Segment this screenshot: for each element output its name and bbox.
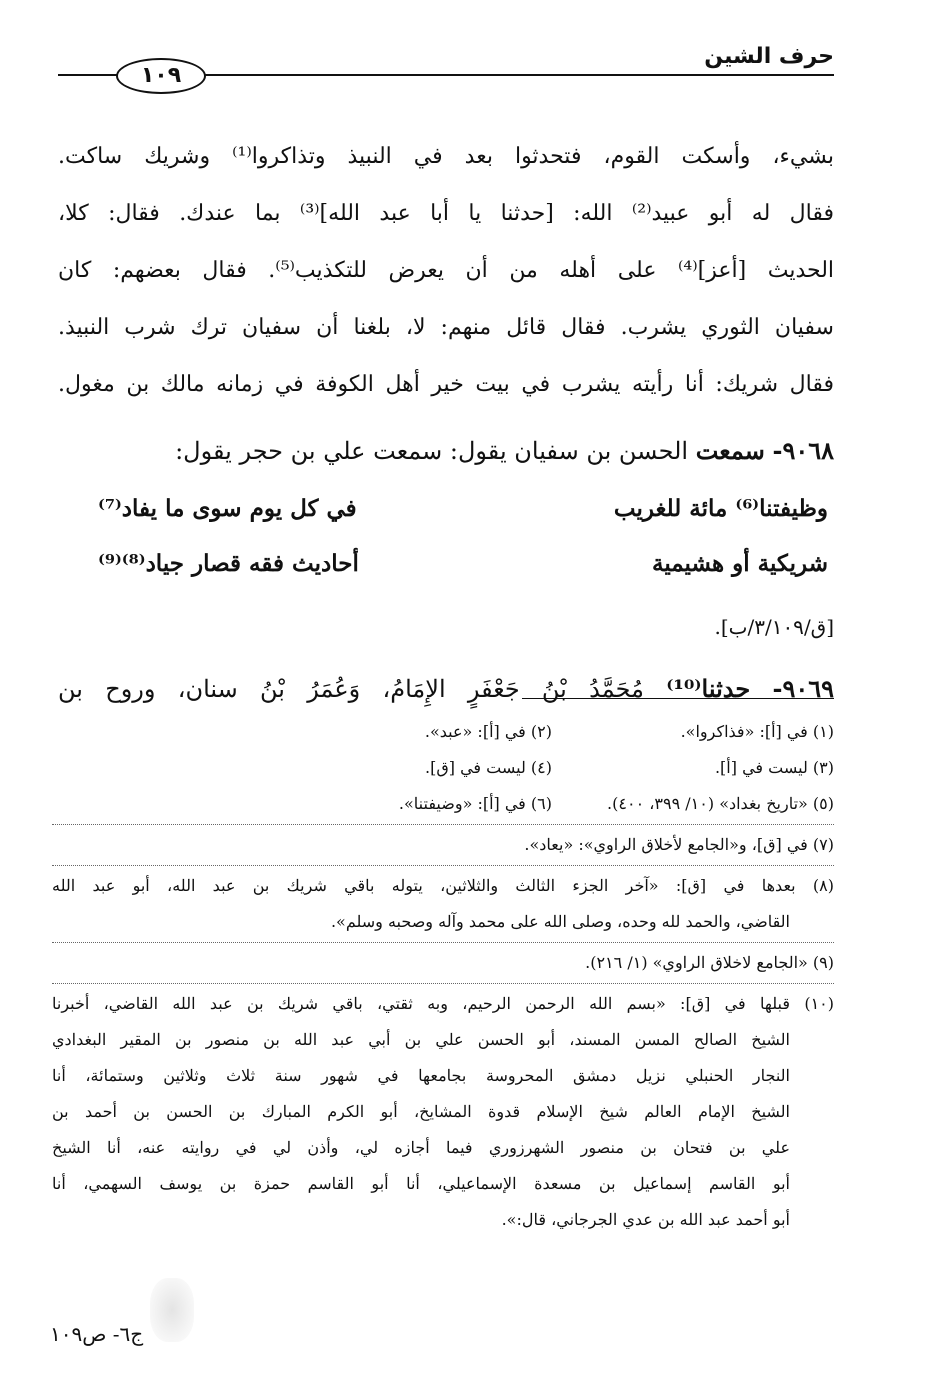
footnote-10-line-3: النجار الحنبلي نزيل دمشق المحروسة بجامعها في شهور سنة ثلاث وثلاثين وستمائة، أنا	[52, 1066, 790, 1085]
footnote-3: (٣) ليست في [أ].	[714, 758, 834, 777]
footnote-8-line-2: القاضي، والحمد لله وحده، وصلى الله على محمد وآله وصحبه وسلم».	[330, 912, 790, 931]
footnote-row	[52, 786, 834, 822]
footnote-1: (١) في [أ]: «فذاكروا».	[680, 722, 834, 741]
entry-number: ٩٠٦٨-	[772, 436, 834, 465]
entry-text: الحسن بن سفيان يقول: سمعت علي بن حجر يقول:	[175, 437, 689, 465]
verse-2-second-hemistich: أحاديث فقه قصار جياد⁽⁸⁾⁽⁹⁾	[98, 550, 359, 577]
entry-text: مُحَمَّدُ بْنُ جَعْفَرٍ الإِمَامُ، وَعُمَرُ بْنُ سنان، وروح بن	[58, 675, 644, 703]
running-header-title: حرف الشين	[704, 44, 834, 69]
footnote-4: (٤) ليست في [ق].	[425, 758, 552, 777]
entry-keyword: حدثنا⁽¹⁰⁾	[666, 674, 751, 703]
text-line-4: سفيان الثوري يشرب. فقال قائل منهم: لا، بلغنا أن سفيان ترك شرب النبيذ.	[58, 315, 834, 340]
text-line-5: فقال شريك: أنا رأيته يشرب في بيت خير أهل الكوفة في زمانه مالك بن مغول.	[58, 372, 834, 397]
footnote-10-line-5: علي بن فتحان بن منصور الشهرزوري فيما أجازه لي، وأذن لي في روايته عنه، أنا الشيخ	[52, 1138, 790, 1157]
page-number-badge: ١٠٩	[116, 58, 206, 94]
footnote-10-line-1: (١٠) قبلها في [ق]: «بسم الله الرحمن الرحيم، وبه ثقتي، باقي شريك بن عبد الله القاضي، أخبرنا	[52, 994, 834, 1013]
volume-page-signature: ج٦- ص١٠٩	[50, 1322, 144, 1346]
text-line-2: فقال له أبو عبيد⁽²⁾ الله: [حدثنا يا أبا عبد الله]⁽³⁾ بما عندك. فقال: كلا،	[58, 201, 834, 226]
footnote-row	[52, 750, 834, 786]
footnote-8-line-1: (٨) بعدها في [ق]: «آخر الجزء الثالث والثلاثين، يتوله باقي شريك بن عبد الله، أبو عبد الله	[52, 876, 834, 895]
footnote-divider	[52, 983, 834, 984]
hadith-entry-9069	[58, 659, 834, 719]
footnote-10-line-4: الشيخ الإمام العالم شيخ الإسلام قدوة المشايخ، أبو الكرم المبارك بن الحسن بن أحمد بن	[52, 1102, 790, 1121]
hadith-entry-9068	[58, 421, 834, 481]
footnote-5: (٥) «تاريخ بغداد» (١٠/ ٣٩٩، ٤٠٠).	[607, 794, 834, 813]
footnote-2: (٢) في [أ]: «عبد».	[424, 722, 552, 741]
footnote-7: (٧) في [ق]، و«الجامع لأخلاق الراوي»: «يعاد».	[524, 835, 834, 854]
footnote-row	[52, 714, 834, 750]
poem-verse-2	[58, 536, 834, 591]
footnote-6: (٦) في [أ]: «وضيفتنا».	[398, 794, 552, 813]
verse-1-first-hemistich: وظيفتنا⁽⁶⁾ مائة للغريب	[613, 495, 828, 522]
footnote-9: (٩) «الجامع لاخلاق الراوي» (١/ ٢١٦).	[585, 953, 834, 972]
footnote-divider	[52, 824, 834, 825]
verse-1-second-hemistich: في كل يوم سوى ما يفاد⁽⁷⁾	[98, 495, 357, 522]
footnotes	[52, 714, 834, 1238]
verse-2-first-hemistich: شريكية أو هشيمية	[651, 550, 828, 577]
footnote-divider	[52, 865, 834, 866]
faded-stamp-mark	[150, 1278, 194, 1342]
main-text	[58, 128, 834, 719]
footnote-rule	[522, 698, 834, 699]
footnote-10-line-7: أبو أحمد عبد الله بن عدي الجرجاني، قال:».	[501, 1210, 790, 1229]
poem-verse-1	[58, 481, 834, 536]
manuscript-reference: [ق/٣/١٠٩/ب].	[714, 615, 834, 639]
footnote-divider	[52, 942, 834, 943]
entry-number: ٩٠٦٩-	[772, 674, 835, 703]
footnote-10-line-6: أبو القاسم إسماعيل بن مسعدة الإسماعيلي، أنا أبو القاسم حمزة بن يوسف السهمي، أنا	[52, 1174, 790, 1193]
text-line-1: بشيء، وأسكت القوم، فتحدثوا بعد في النبيذ وتذاكروا⁽¹⁾ وشريك ساكت.	[58, 144, 834, 169]
entry-keyword: سمعت	[695, 436, 765, 465]
text-line-3: الحديث [أعز]⁽⁴⁾ على أهله من أن يعرض للتكذيب⁽⁵⁾. فقال بعضهم: كان	[58, 258, 835, 283]
footnote-10-line-2: الشيخ الصالح المسن المسند، أبو الحسن علي بن أبي عبد الله بن منصور بن المقير البغدادي	[52, 1030, 790, 1049]
